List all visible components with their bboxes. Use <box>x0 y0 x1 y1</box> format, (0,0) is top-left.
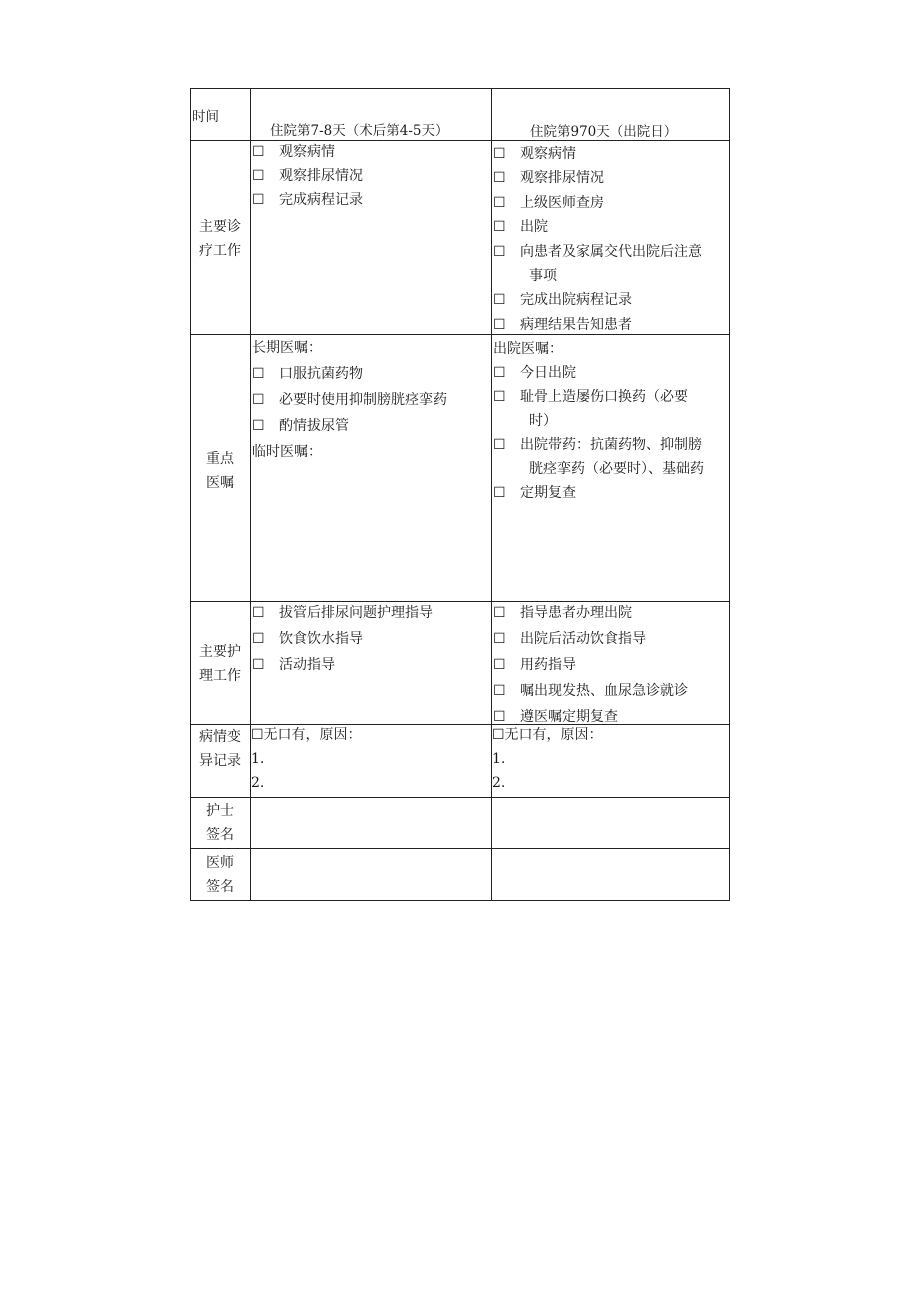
checkbox-icon[interactable]: ☐ <box>252 366 265 382</box>
column-header-discharge-day: 住院第970天（出院日） <box>530 124 678 140</box>
checklist-item[interactable]: ☐ 上级医师查房 <box>493 191 702 215</box>
long-term-orders-title: 长期医嘱： <box>252 340 322 356</box>
diagnosis-col2 <box>493 142 702 337</box>
checkbox-icon[interactable]: ☐ <box>252 418 265 434</box>
checklist-item[interactable]: ☐ 用药指导 <box>493 652 688 678</box>
variance-reason-1: 1. <box>251 751 265 767</box>
row-label-variance: 病情变 异记录 <box>199 729 241 769</box>
checklist-item[interactable]: ☐ 活动指导 <box>252 652 433 678</box>
checklist-item[interactable]: ☐ 指导患者办理出院 <box>493 600 688 626</box>
checkbox-icon[interactable]: ☐ <box>493 146 506 162</box>
checklist-item[interactable]: ☐ 出院带药：抗菌药物、抑制膀 <box>493 433 704 457</box>
nurse-signature-field-col1[interactable] <box>251 798 490 848</box>
checkbox-icon[interactable]: ☐ <box>493 485 506 501</box>
checkbox-icon[interactable]: ☐ <box>493 170 506 187</box>
table-border-right <box>729 88 730 901</box>
checklist-item[interactable]: ☐ 观察病情 <box>493 142 702 166</box>
checklist-item[interactable]: ☐ 口服抗菌药物 <box>252 361 447 387</box>
variance-option[interactable]: ☐无口有，原因： <box>251 727 362 743</box>
table-border-top <box>190 88 730 89</box>
discharge-orders-title: 出院医嘱： <box>493 341 563 357</box>
checkbox-icon[interactable]: ☐ <box>493 605 506 621</box>
checkbox-icon[interactable]: ☐ <box>493 316 506 333</box>
checklist-item[interactable]: ☐ 耻骨上造屡伤口换药（必要 <box>493 385 704 409</box>
checklist-item-continuation: 时） <box>529 413 557 429</box>
checklist-item[interactable]: ☐ 向患者及家属交代出院后注意 <box>493 240 702 264</box>
row-label-doctor-signature: 医师 签名 <box>206 855 234 895</box>
checklist-item[interactable]: ☐ 饮食饮水指导 <box>252 626 433 652</box>
checkbox-icon[interactable]: ☐ <box>493 292 506 309</box>
checkbox-icon[interactable]: ☐ <box>493 657 506 673</box>
variance-option[interactable]: ☐无口有，原因： <box>492 727 603 743</box>
checklist-item[interactable]: ☐ 酌情拔尿管 <box>252 413 447 439</box>
checkbox-icon[interactable]: ☐ <box>493 437 506 453</box>
checklist-item[interactable]: ☐ 完成出院病程记录 <box>493 288 702 312</box>
nurse-signature-field-col2[interactable] <box>492 798 728 848</box>
checkbox-icon[interactable]: ☐ <box>493 194 506 211</box>
variance-reason-2: 2. <box>251 775 265 791</box>
checklist-item[interactable]: ☐ 出院后活动饮食指导 <box>493 626 688 652</box>
checklist-item[interactable]: ☐ 拔管后排尿问题护理指导 <box>252 600 433 626</box>
doctor-signature-field-col2[interactable] <box>492 849 728 900</box>
checkbox-icon[interactable]: ☐ <box>493 365 506 381</box>
nursing-col1 <box>252 600 433 678</box>
checkbox-icon[interactable]: ☐ <box>493 683 506 699</box>
checklist-item[interactable]: ☐ 观察排尿情况 <box>252 164 363 188</box>
checkbox-icon[interactable]: ☐ <box>252 192 265 208</box>
checklist-item[interactable]: ☐ 出院 <box>493 215 702 239</box>
checklist-item[interactable]: ☐ 观察排尿情况 <box>493 166 702 190</box>
variance-reason-1: 1. <box>492 751 506 767</box>
checkbox-icon[interactable]: ☐ <box>493 709 506 725</box>
checkbox-icon[interactable]: ☐ <box>493 219 506 236</box>
checkbox-icon[interactable]: ☐ <box>493 631 506 647</box>
checkbox-icon[interactable]: ☐ <box>493 243 506 260</box>
checkbox-icon[interactable]: ☐ <box>252 657 265 673</box>
checklist-item-continuation: 事项 <box>529 268 557 285</box>
checkbox-icon[interactable]: ☐ <box>252 168 265 184</box>
checklist-item[interactable]: ☐ 完成病程记录 <box>252 188 363 212</box>
checkbox-icon[interactable]: ☐ <box>252 392 265 408</box>
checklist-item[interactable]: ☐ 必要时使用抑制膀胱痉挛药 <box>252 387 447 413</box>
checkbox-icon[interactable]: ☐ <box>252 631 265 647</box>
column-header-day7-8: 住院第7-8天（术后第4-5天） <box>270 123 449 139</box>
variance-reason-2: 2. <box>492 775 506 791</box>
row-label-nursing: 主要护 理工作 <box>199 644 241 684</box>
checklist-item-continuation: 胱痉挛药（必要时）、基础药 <box>529 461 704 477</box>
variance-col1 <box>251 723 362 795</box>
row-label-orders: 重点 医嘱 <box>206 451 234 491</box>
row-label-nurse-signature: 护士 签名 <box>206 803 234 843</box>
checkbox-icon[interactable]: ☐ <box>252 144 265 160</box>
orders-col2 <box>493 337 704 505</box>
checklist-item[interactable]: ☐ 定期复查 <box>493 481 704 505</box>
table-border-bottom <box>190 900 730 901</box>
temporary-orders-title: 临时医嘱： <box>252 444 322 460</box>
checklist-item[interactable]: ☐ 遵医嘱定期复查 <box>493 704 688 730</box>
clinical-pathway-table <box>190 88 730 901</box>
doctor-signature-field-col1[interactable] <box>251 849 490 900</box>
diagnosis-col1 <box>252 140 363 212</box>
checklist-item[interactable]: ☐ 病理结果告知患者 <box>493 313 702 337</box>
checklist-item[interactable]: ☐ 今日出院 <box>493 361 704 385</box>
checkbox-icon[interactable]: ☐ <box>493 389 506 405</box>
nursing-col2 <box>493 600 688 730</box>
row-label-diagnosis: 主要诊 疗工作 <box>199 219 241 259</box>
variance-col2 <box>492 723 603 795</box>
checkbox-icon[interactable]: ☐ <box>252 605 265 621</box>
orders-col1 <box>252 335 447 465</box>
checklist-item[interactable]: ☐ 观察病情 <box>252 140 363 164</box>
checklist-item[interactable]: ☐ 嘱出现发热、血尿急诊就诊 <box>493 678 688 704</box>
time-label: 时间 <box>192 109 219 125</box>
